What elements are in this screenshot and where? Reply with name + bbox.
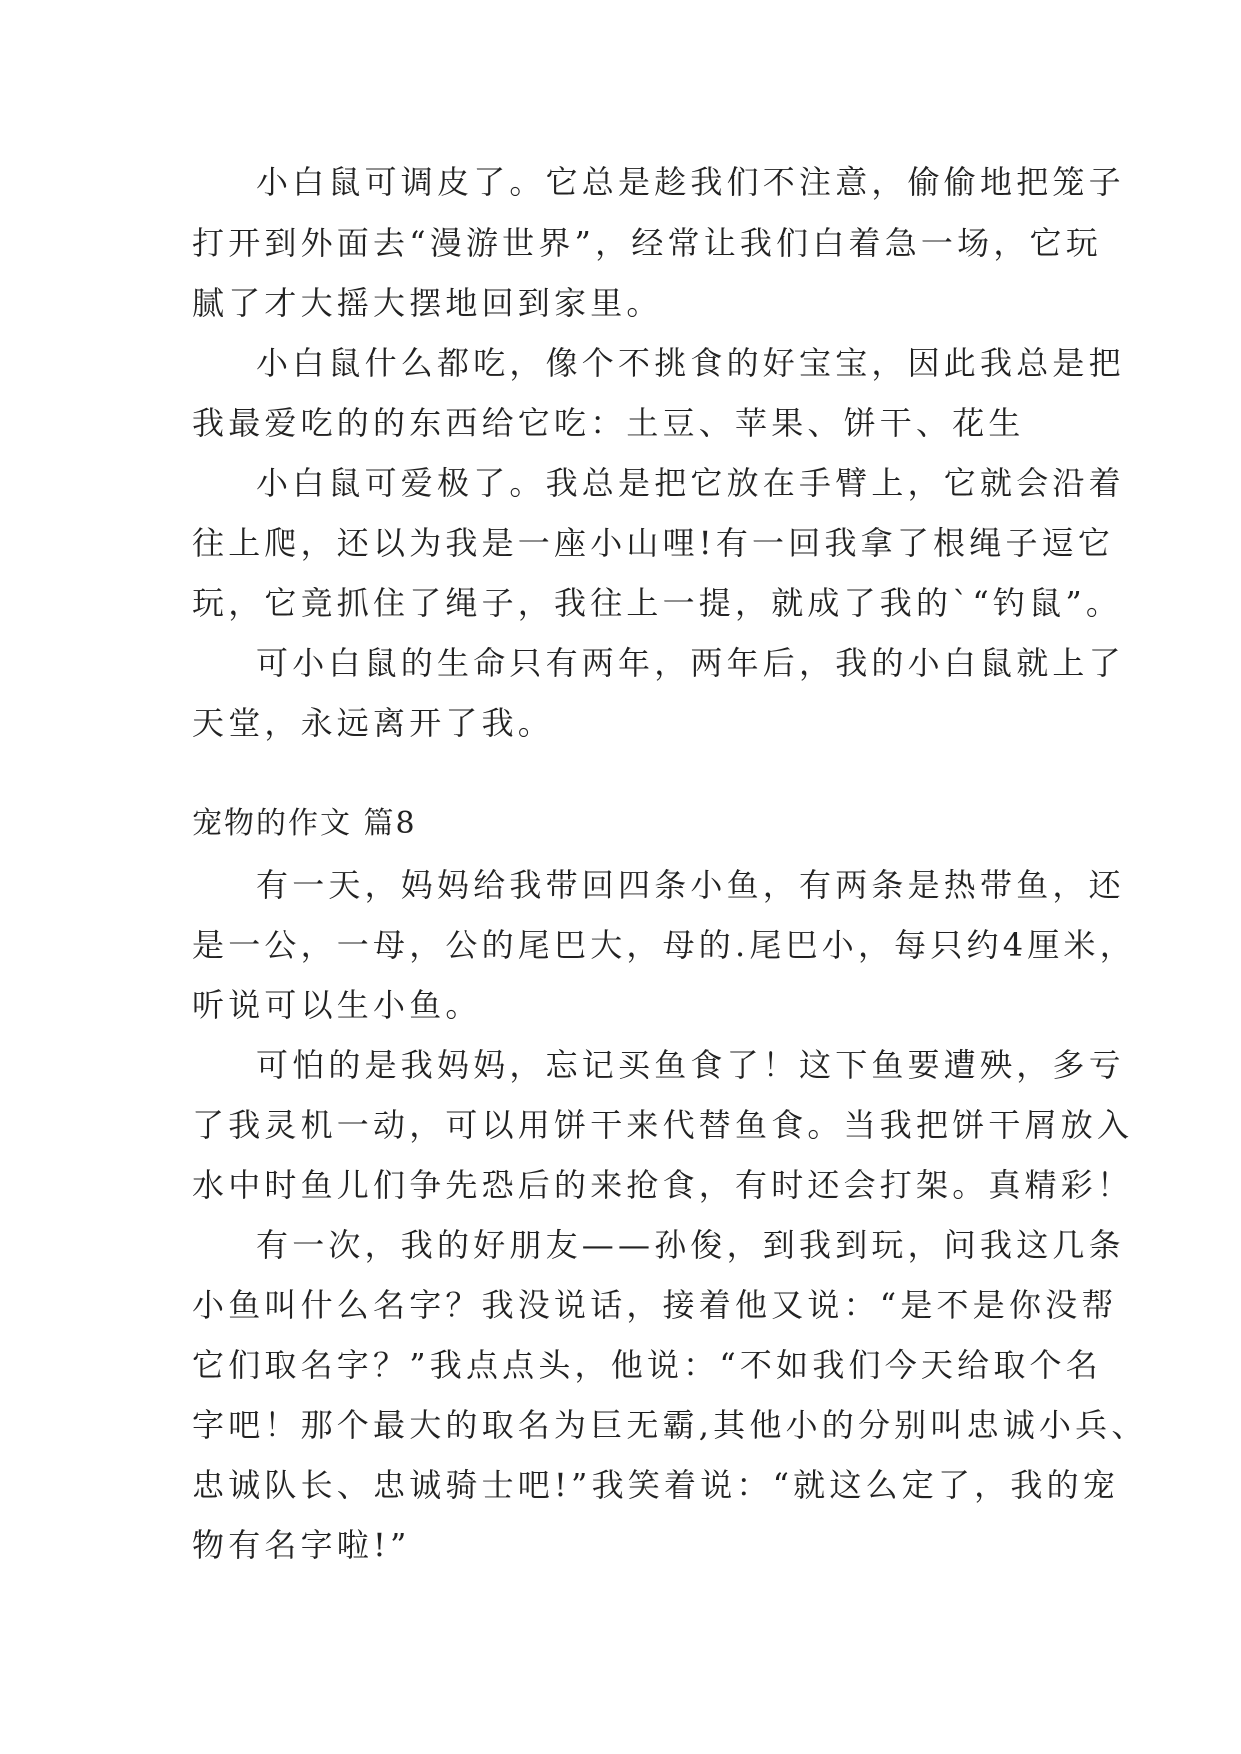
section-title: 宠物的作文 篇8	[192, 806, 417, 841]
paragraph-line: 有一次，我的好朋友——孙俊，到我到玩，问我这几条	[256, 1226, 1125, 1264]
paragraph-line: 往上爬，还以为我是一座小山哩!有一回我拿了根绳子逗它	[192, 524, 1115, 562]
paragraph-line: 可怕的是我妈妈，忘记买鱼食了！这下鱼要遭殃，多亏	[256, 1046, 1125, 1084]
paragraph-line: 腻了才大摇大摆地回到家里。	[192, 284, 663, 322]
paragraph-line: 忠诚队长、忠诚骑士吧!”我笑着说：“就这么定了，我的宠	[192, 1466, 1119, 1504]
paragraph-line: 打开到外面去“漫游世界”，经常让我们白着急一场，它玩	[192, 224, 1102, 262]
paragraph-line: 是一公，一母，公的尾巴大，母的.尾巴小，每只约4厘米，	[192, 926, 1136, 964]
paragraph-line: 了我灵机一动，可以用饼干来代替鱼食。当我把饼干屑放入	[192, 1106, 1134, 1144]
paragraph-line: 听说可以生小鱼。	[192, 986, 482, 1024]
paragraph-line: 小白鼠可爱极了。我总是把它放在手臂上，它就会沿着	[256, 464, 1125, 502]
paragraph-line: 天堂，永远离开了我。	[192, 704, 555, 742]
paragraph-line: 小白鼠什么都吃，像个不挑食的好宝宝，因此我总是把	[256, 344, 1125, 382]
paragraph-line: 物有名字啦!”	[192, 1526, 411, 1564]
paragraph-line: 水中时鱼儿们争先恐后的来抢食，有时还会打架。真精彩！	[192, 1166, 1134, 1204]
paragraph-line: 玩，它竟抓住了绳子，我往上一提，就成了我的`“钓鼠”。	[192, 584, 1123, 622]
paragraph-line: 有一天，妈妈给我带回四条小鱼，有两条是热带鱼，还	[256, 866, 1125, 904]
paragraph-line: 可小白鼠的生命只有两年，两年后，我的小白鼠就上了	[256, 644, 1125, 682]
paragraph-line: 我最爱吃的的东西给它吃：土豆、苹果、饼干、花生	[192, 404, 1025, 442]
paragraph-line: 小白鼠可调皮了。它总是趁我们不注意，偷偷地把笼子	[256, 163, 1125, 201]
paragraph-line: 字吧！那个最大的取名为巨无霸,其他小的分别叫忠诚小兵、	[192, 1406, 1148, 1444]
paragraph-line: 它们取名字？”我点点头，他说：“不如我们今天给取个名	[192, 1346, 1102, 1384]
paragraph-line: 小鱼叫什么名字？我没说话，接着他又说：“是不是你没帮	[192, 1286, 1118, 1324]
